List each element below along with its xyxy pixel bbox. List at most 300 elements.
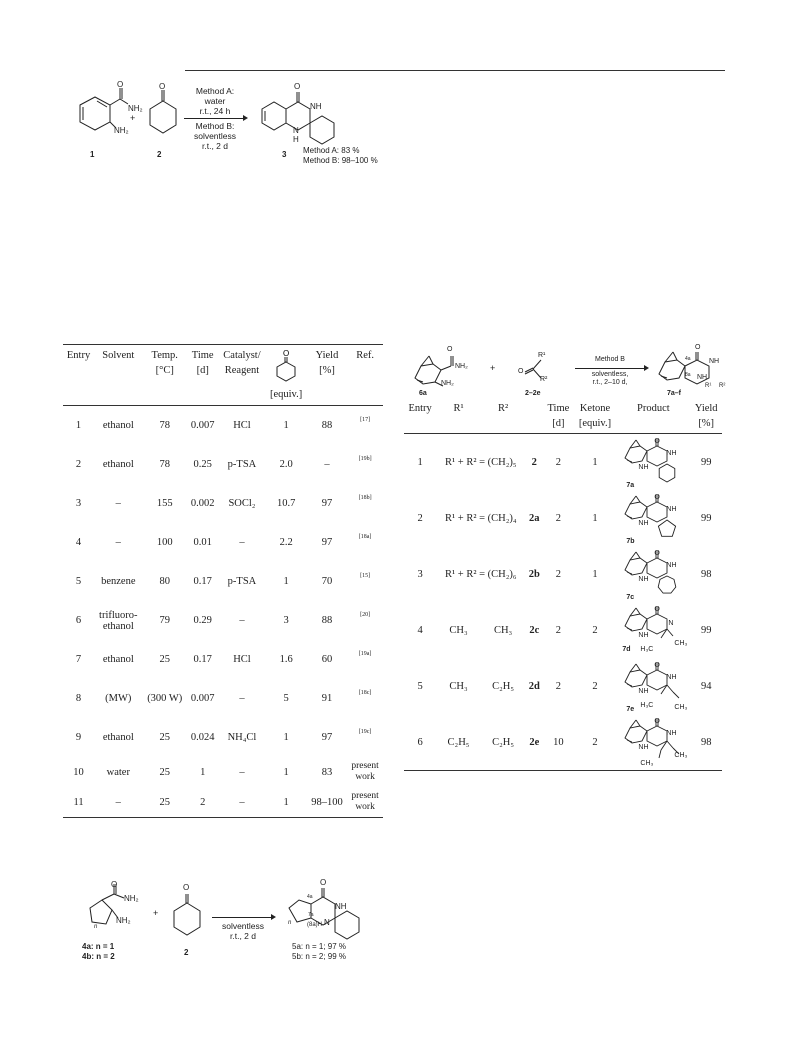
cell-ref: [19a] (358, 651, 372, 657)
cell-time: 0.29 (193, 615, 212, 626)
cell-entry: 9 (75, 732, 82, 743)
method-a-conditions: r.t., 24 h (199, 106, 231, 116)
cell-cmpd: 2a (529, 512, 540, 524)
nh2-label: NH₂ (128, 104, 143, 113)
t2-header-r1: R¹ (453, 403, 464, 414)
cell-time: 2 (555, 568, 562, 580)
product-nh-label: NH (666, 730, 677, 737)
header-ref: Ref. (356, 350, 374, 361)
cell-cat: – (239, 615, 245, 626)
cell-solvent: ethanol (102, 459, 134, 470)
cell-temp: (300 W) (147, 693, 183, 704)
product-o-label: O (654, 606, 660, 613)
scheme-2 (405, 344, 726, 398)
cell-yield: 99 (700, 512, 712, 524)
cell-time: 10 (553, 736, 564, 748)
product-o-label: O (654, 718, 660, 725)
cell-yield: 70 (321, 576, 333, 587)
cell-r2: C₂H₅ (492, 680, 515, 692)
cell-r1: R¹ + R² = (CH₂)₆ (445, 568, 517, 580)
cell-time: 0.01 (193, 537, 212, 548)
cell-ref: present work (351, 791, 379, 812)
compound-2-structure (142, 88, 182, 143)
bond-line (636, 552, 640, 558)
cell-time: 2 (200, 796, 206, 808)
cell-time: 0.007 (190, 420, 215, 431)
header-equiv: [equiv.] (269, 389, 303, 400)
product-nh-label: NH (666, 450, 677, 457)
method-b-label-2: Method B (595, 356, 625, 363)
pos-4a-5: 4a (307, 894, 313, 900)
product-o-label: O (654, 662, 660, 669)
reaction-arrow-3 (212, 917, 272, 918)
cell-entry: 4 (417, 624, 423, 636)
n-label-5: N (324, 918, 330, 927)
product-nh-label-2: NH (638, 688, 649, 695)
table-row (63, 484, 383, 523)
cell-cmpd: 2 (531, 456, 537, 468)
compound-label-3: 3 (282, 150, 287, 159)
nh-label: NH (310, 102, 322, 111)
cell-equiv: 1 (592, 568, 598, 580)
cell-temp: 155 (156, 498, 173, 509)
yield-5b: 5b: n = 2; 99 % (292, 952, 347, 961)
ring-shape (647, 558, 667, 578)
product-label: 7c (626, 594, 635, 601)
cell-r2: C₂H₅ (492, 736, 515, 748)
compound-3-structure (252, 84, 352, 154)
cell-solvent: trifluoro- ethanol (99, 609, 138, 632)
cell-yield: 83 (321, 766, 333, 778)
cell-cat: – (239, 796, 245, 808)
compound-label-6a: 6a (419, 390, 427, 397)
table-2-header (404, 399, 722, 434)
cell-yield: 99 (700, 624, 712, 636)
bond-line (667, 741, 673, 748)
cell-solvent: – (115, 537, 121, 548)
table-row (63, 787, 383, 818)
cell-yield: 97 (321, 537, 333, 548)
t2-header-ketone: Ketone [equiv.] (578, 403, 612, 429)
cell-cat: – (239, 766, 245, 778)
cell-yield: 91 (321, 693, 333, 704)
product-ch3-label: CH₃ (674, 640, 688, 647)
table-2 (404, 399, 722, 771)
label-4a: 4a: n = 1 (82, 942, 115, 951)
reaction-arrow-2 (575, 368, 645, 369)
product-h3c-label: H₃C (640, 702, 654, 709)
cell-ref: [20] (360, 612, 371, 618)
nh2-label-4b: NH₂ (116, 916, 131, 925)
product-o-label: O (654, 438, 660, 445)
cell-product (616, 714, 690, 771)
cell-yield: 98 (700, 736, 712, 748)
cell-ref: [18c] (358, 690, 372, 696)
header-entry: Entry (66, 350, 91, 361)
nh-label-5: NH (335, 902, 347, 911)
cell-temp: 25 (159, 654, 170, 665)
table-row (63, 523, 383, 562)
bond-line (659, 750, 661, 758)
o-label-6a: O (447, 346, 453, 353)
table-row (404, 714, 722, 771)
r1-label: R¹ (538, 352, 546, 359)
cell-yield: 88 (321, 615, 333, 626)
cell-solvent: ethanol (102, 654, 134, 665)
nh2-label-2: NH₂ (114, 126, 129, 135)
table-row (404, 602, 722, 658)
cell-temp: 25 (159, 732, 170, 743)
pos-8a-5: (8a)H (307, 922, 323, 928)
ring-shape (647, 614, 667, 634)
ketone-o: O (283, 349, 290, 358)
method-b-solvent: solventless (193, 131, 237, 141)
cell-time: 0.17 (193, 654, 212, 665)
cell-yield: – (324, 459, 330, 470)
cell-equiv: 1 (283, 732, 289, 743)
cell-equiv: 2.0 (279, 459, 293, 470)
cell-yield: 97 (321, 498, 333, 509)
cell-cmpd: 2b (528, 568, 540, 580)
o-label-2b: O (183, 883, 190, 892)
bond-line (636, 608, 640, 614)
cell-solvent: ethanol (102, 732, 134, 743)
cell-entry: 4 (75, 537, 82, 548)
product-structure-icon (623, 438, 683, 484)
cell-r1: CH₃ (449, 624, 468, 636)
product-nh-label-2: NH (638, 632, 649, 639)
cell-equiv: 1.6 (279, 654, 293, 665)
product-o-label: O (654, 494, 660, 501)
yield-method-b: Method B: 98–100 % (303, 156, 378, 165)
cell-entry: 3 (417, 568, 423, 580)
cell-cat: SOCl₂ (228, 498, 256, 509)
bond-line (673, 692, 679, 698)
cell-solvent: ethanol (102, 420, 134, 431)
o-label-4: O (111, 880, 118, 889)
compound-1-structure (60, 80, 140, 150)
cell-r1: C₂H₅ (447, 736, 470, 748)
condition-solventless: solventless, (591, 371, 629, 378)
nh2-label-6a-2: NH₂ (441, 380, 454, 387)
t2-header-blank (525, 399, 543, 434)
cell-time: 0.17 (193, 576, 212, 587)
table-row (63, 601, 383, 640)
nh2-label-4: NH₂ (124, 894, 139, 903)
product-nh-label-2: NH (638, 520, 649, 527)
bond-line (636, 440, 640, 446)
plus-sign-3: + (153, 908, 159, 918)
header-catalyst: Catalyst/ Reagent (223, 350, 261, 376)
cell-equiv: 1 (592, 456, 598, 468)
cell-equiv: 1 (283, 576, 289, 587)
cell-cmpd: 2e (529, 736, 540, 748)
table-row (63, 757, 383, 787)
method-b-label: Method B: (195, 121, 235, 131)
cell-yield: 88 (321, 420, 333, 431)
cell-entry: 6 (417, 736, 423, 748)
cell-ref: present work (351, 761, 379, 782)
header-time: Time [d] (191, 350, 214, 376)
product-label: 7e (626, 706, 635, 713)
cell-cat: HCl (233, 420, 251, 431)
cell-solvent: – (115, 796, 121, 808)
compound-label-2e: 2–2e (525, 390, 541, 397)
product-label: 7b (626, 538, 635, 545)
cell-solvent: – (115, 498, 121, 509)
cell-time: 0.25 (193, 459, 212, 470)
header-temp: Temp. [°C] (151, 350, 178, 376)
pos-8a: 8a (685, 372, 691, 378)
yield-method-a: Method A: 83 % (303, 146, 360, 155)
scheme-1 (60, 80, 400, 185)
scheme-3 (80, 880, 360, 970)
t2-header-time: Time [d] (547, 403, 570, 429)
cell-product (616, 490, 690, 546)
product-nh-label: NH (666, 506, 677, 513)
cell-equiv: 3 (283, 615, 289, 626)
cell-time: 0.024 (190, 732, 215, 743)
compound-label-2: 2 (157, 150, 162, 159)
compound-label-7: 7a–f (667, 390, 682, 397)
method-a-label: Method A: (195, 86, 235, 96)
header-ketone (265, 345, 306, 406)
cell-equiv: 2 (592, 680, 598, 692)
cell-entry: 2 (417, 512, 423, 524)
cell-temp: 80 (159, 576, 170, 587)
r2-label: R² (540, 376, 548, 383)
product-structure-icon (623, 550, 683, 596)
cell-cmpd: 2d (528, 680, 540, 692)
condition-time: r.t., 2–10 d, (592, 379, 628, 386)
cell-time: 2 (555, 456, 562, 468)
table-row (63, 718, 383, 757)
cell-solvent: water (106, 766, 130, 778)
bond-line (667, 629, 673, 636)
cell-ref: [17] (360, 417, 371, 423)
product-ch3-label-2: CH₃ (674, 752, 688, 759)
cell-cat: – (239, 537, 245, 548)
cell-yield: 98 (700, 568, 712, 580)
compound-5-structure (285, 882, 365, 947)
ring-shape (647, 670, 667, 690)
ring-shape (647, 502, 667, 522)
n-subscript-5: n (288, 920, 292, 926)
table-row (63, 640, 383, 679)
product-ch3-label: CH₃ (674, 704, 688, 711)
cell-time: 2 (555, 512, 562, 524)
cell-ref: [18a] (358, 534, 372, 540)
cell-ref: [19b] (358, 456, 372, 462)
table-1-header (63, 345, 383, 406)
ketone-o-label: O (518, 368, 524, 375)
cell-r2: CH₃ (493, 624, 513, 636)
nh-label-7b: NH (697, 374, 708, 381)
cell-entry: 3 (75, 498, 82, 509)
bond-line (636, 496, 640, 502)
condition-time-3: r.t., 2 d (230, 931, 256, 941)
cell-yield: 94 (700, 680, 712, 692)
cell-entry: 1 (75, 420, 82, 431)
condition-solventless-3: solventless (221, 921, 265, 931)
cell-entry: 2 (75, 459, 82, 470)
conditions-block (180, 86, 250, 116)
product-nh-label: NH (666, 562, 677, 569)
bond-line (636, 664, 640, 670)
table-row (63, 406, 383, 446)
compound-2-structure-b (168, 886, 208, 941)
cell-ref: [15] (360, 573, 371, 579)
pos-4a: 4a (685, 356, 691, 362)
cell-cat: NH₄Cl (227, 732, 257, 743)
cell-entry: 8 (75, 693, 82, 704)
cell-equiv: 1 (283, 420, 289, 431)
cell-entry: 6 (75, 615, 82, 626)
cell-temp: 100 (156, 537, 173, 548)
bond-line (667, 685, 673, 692)
plus-sign-2: + (490, 363, 496, 373)
cell-temp: 25 (159, 766, 170, 778)
o-label-2: O (159, 82, 166, 91)
ring-shape (660, 464, 676, 482)
r1-label-7: R¹ (705, 383, 712, 389)
cell-cat: p-TSA (227, 459, 257, 470)
product-label: 7d (622, 646, 631, 653)
reaction-arrow (184, 118, 244, 119)
cell-yield: 97 (321, 732, 333, 743)
cell-time: 1 (200, 766, 206, 778)
cell-equiv: 1 (283, 796, 289, 808)
cell-entry: 1 (417, 456, 423, 468)
cell-equiv: 2.2 (279, 537, 293, 548)
label-4b: 4b: n = 2 (82, 952, 115, 961)
table-row (404, 658, 722, 714)
cell-cat: – (239, 693, 245, 704)
product-structure-icon (623, 662, 683, 708)
t2-header-entry: Entry (408, 403, 432, 414)
product-nh-label-2: NH (638, 744, 649, 751)
yield-5a: 5a: n = 1; 97 % (292, 942, 347, 951)
o-label-3: O (294, 82, 301, 91)
method-b-conditions: r.t., 2 d (202, 141, 228, 151)
cell-equiv: 10.7 (276, 498, 296, 509)
cell-equiv: 2 (592, 624, 598, 636)
cell-time: 0.002 (190, 498, 215, 509)
ring-shape (647, 446, 667, 466)
cell-entry: 10 (73, 766, 84, 778)
cell-equiv: 5 (283, 693, 289, 704)
t2-header-yield: Yield [%] (694, 403, 718, 429)
ring-shape (647, 726, 667, 746)
o-label-7: O (695, 344, 701, 351)
cell-entry: 5 (417, 680, 423, 692)
header-yield: Yield [%] (315, 350, 339, 376)
n-label: N (293, 126, 299, 135)
cell-equiv: 1 (592, 512, 598, 524)
cell-temp: 25 (159, 796, 170, 808)
cell-r1: R¹ + R² = (CH₂)₄ (445, 512, 517, 524)
product-structure-icon (623, 494, 683, 540)
conditions-block-b (180, 121, 250, 151)
product-h3c-label: H₃C (640, 646, 654, 653)
cell-yield: 98–100 (311, 796, 343, 808)
table-row (63, 445, 383, 484)
table-row (404, 490, 722, 546)
cell-r1: CH₃ (449, 680, 468, 692)
n-subscript: n (94, 924, 98, 930)
cell-product (616, 546, 690, 602)
t2-header-r2: R² (498, 403, 509, 414)
product-o-label: O (654, 550, 660, 557)
cell-time: 2 (555, 624, 562, 636)
table-row (404, 434, 722, 491)
product-nh-label: NH (666, 674, 677, 681)
conditions-3 (208, 921, 278, 941)
method-a-solvent: water (204, 96, 226, 106)
product-nh-label-2: NH (638, 464, 649, 471)
label-2-b: 2 (184, 948, 189, 957)
cell-equiv: 1 (283, 766, 289, 778)
cell-product (616, 602, 690, 658)
cell-ref: [18b] (358, 495, 372, 501)
plus-sign: + (130, 113, 136, 123)
conditions-2 (575, 371, 645, 387)
top-rule (185, 70, 725, 71)
cell-cat: HCl (233, 654, 251, 665)
cell-time: 2 (555, 680, 562, 692)
arrow-head-3 (271, 914, 276, 920)
product-n-label: N (668, 620, 674, 627)
pos-7a: 7a (308, 912, 314, 918)
header-solvent: Solvent (102, 350, 135, 361)
ring-shape (659, 520, 676, 536)
cell-entry: 7 (75, 654, 82, 665)
cell-solvent: benzene (101, 576, 136, 587)
cell-entry: 11 (73, 796, 84, 808)
o-label-5: O (320, 878, 327, 887)
h-label: H (293, 135, 299, 144)
cyclohexanone-icon (274, 348, 298, 382)
cell-yield: 99 (700, 456, 712, 468)
cell-product (616, 658, 690, 714)
nh2-label-6a: NH₂ (455, 363, 468, 370)
cell-entry: 5 (75, 576, 82, 587)
cell-yield: 60 (321, 654, 333, 665)
table-row (404, 546, 722, 602)
bond-line (636, 720, 640, 726)
o-label: O (117, 80, 124, 89)
table-1 (63, 344, 383, 818)
cell-solvent: (MW) (105, 693, 132, 704)
table-row (63, 679, 383, 718)
cell-time: 0.007 (190, 693, 215, 704)
r2-label-7: R² (719, 383, 726, 389)
compound-4-structure (80, 880, 150, 945)
product-nh-label-2: NH (638, 576, 649, 583)
cell-cat: p-TSA (227, 576, 257, 587)
cell-product (616, 434, 690, 491)
cell-temp: 79 (159, 615, 170, 626)
cell-r1: R¹ + R² = (CH₂)₅ (445, 456, 517, 468)
cell-cmpd: 2c (529, 624, 540, 636)
product-ch3-label: CH₃ (640, 760, 654, 767)
ring-shape (659, 576, 677, 593)
cell-temp: 78 (159, 420, 170, 431)
compound-label-1: 1 (90, 150, 95, 159)
t2-header-product: Product (637, 403, 670, 414)
nh-label-7: NH (709, 358, 720, 365)
product-label: 7a (626, 482, 635, 489)
